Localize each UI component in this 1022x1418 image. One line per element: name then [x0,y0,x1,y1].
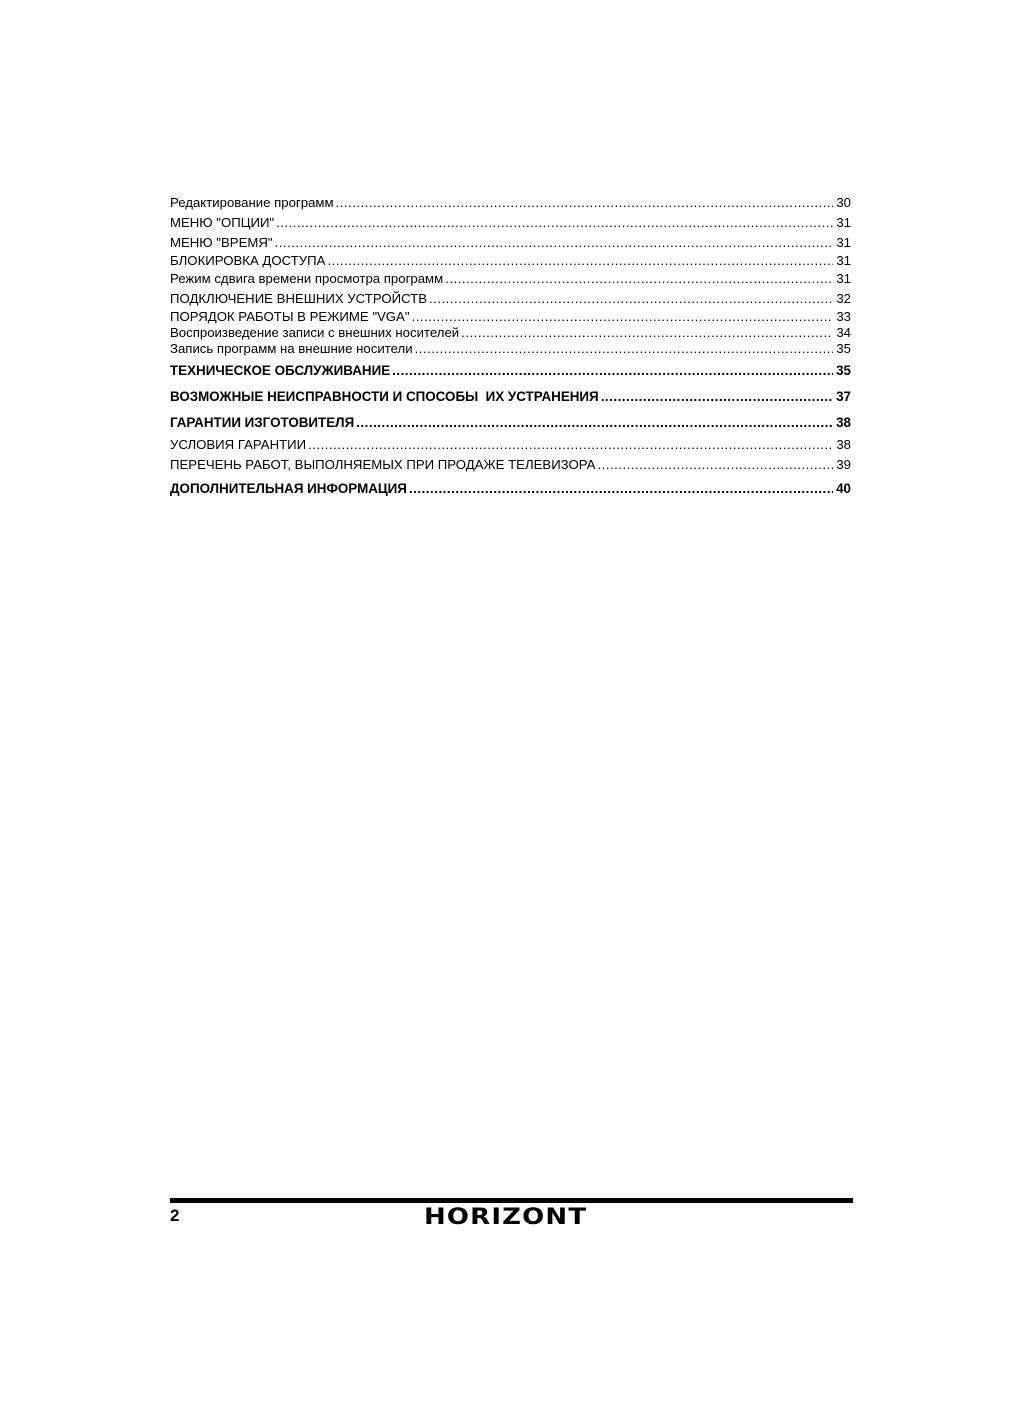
toc-entry-section[interactable] [170,477,851,501]
toc-entry-title: Редактирование программ [170,195,334,210]
toc-dot-leader [429,289,833,309]
toc-entry-title: ПЕРЕЧЕНЬ РАБОТ, ВЫПОЛНЯЕМЫХ ПРИ ПРОДАЖЕ ТЕЛЕВИЗОРА [170,457,596,472]
toc-entry-title: Воспроизведение записи с внешних носителей [170,325,460,340]
toc-entry-title: ТЕХНИЧЕСКОЕ ОБСЛУЖИВАНИЕ [170,363,391,378]
toc-entry-page: 38 [836,437,851,452]
toc-dot-leader [412,309,834,325]
toc-dot-leader [601,385,833,409]
toc-entry-title: МЕНЮ "ВРЕМЯ" [170,235,273,250]
toc-entry-page: 35 [836,341,851,356]
toc-entry-title: ПОРЯДОК РАБОТЫ В РЕЖИМЕ "VGA" [170,309,410,324]
toc-entry-page: 31 [836,253,851,268]
toc-entry-title: ПОДКЛЮЧЕНИЕ ВНЕШНИХ УСТРОЙСТВ [170,291,428,306]
toc-entry-title: УСЛОВИЯ ГАРАНТИИ [170,437,307,452]
toc-entry[interactable] [170,325,851,341]
footer-divider [170,1198,853,1203]
toc-entry-page: 30 [836,195,851,210]
toc-entry[interactable] [170,193,851,213]
toc-dot-leader [392,359,833,383]
toc-entry[interactable] [170,455,851,475]
toc-entry-page: 32 [836,291,851,306]
toc-entry-page: 31 [836,271,851,286]
toc-dot-leader [336,193,834,213]
toc-dot-leader [415,341,834,357]
toc-entry[interactable] [170,289,851,309]
toc-entry-title: Запись программ на внешние носители [170,341,413,356]
page-number: 2 [170,1206,180,1225]
toc-entry-section[interactable] [170,359,851,383]
toc-dot-leader [445,269,833,289]
toc-entry-title: БЛОКИРОВКА ДОСТУПА [170,253,326,268]
toc-entry[interactable] [170,341,851,357]
toc-entry-title: ГАРАНТИИ ИЗГОТОВИТЕЛЯ [170,415,355,430]
toc-entry-title: Режим сдвига времени просмотра программ [170,271,444,286]
toc-entry[interactable] [170,233,851,253]
toc-entry[interactable] [170,309,851,325]
toc-entry-page: 31 [836,215,851,230]
toc-dot-leader [597,455,833,475]
toc-dot-leader [409,477,833,501]
toc-entry-page: 34 [836,325,851,340]
toc-entry[interactable] [170,269,851,289]
toc-entry-section[interactable] [170,385,851,409]
toc-dot-leader [461,325,833,341]
toc-dot-leader [276,213,833,233]
toc-entry-page: 38 [836,415,851,430]
table-of-contents [170,193,851,501]
toc-entry[interactable] [170,253,851,269]
toc-dot-leader [275,233,834,253]
toc-entry[interactable] [170,213,851,233]
toc-entry[interactable] [170,435,851,455]
toc-entry-title: МЕНЮ "ОПЦИИ" [170,215,275,230]
toc-entry-page: 40 [836,481,851,496]
brand-logo: HORIZONT [424,1205,588,1230]
toc-dot-leader [327,253,833,269]
toc-entry-page: 31 [836,235,851,250]
toc-entry-page: 33 [836,309,851,324]
toc-dot-leader [308,435,833,455]
toc-entry-title: ВОЗМОЖНЫЕ НЕИСПРАВНОСТИ И СПОСОБЫ ИХ УСТРАНЕНИЯ [170,389,599,404]
toc-dot-leader [356,411,833,435]
toc-entry-page: 39 [836,457,851,472]
toc-entry-title: ДОПОЛНИТЕЛЬНАЯ ИНФОРМАЦИЯ [170,481,407,496]
toc-entry-page: 35 [836,363,851,378]
toc-entry-page: 37 [836,389,851,404]
toc-entry-section[interactable] [170,411,851,435]
